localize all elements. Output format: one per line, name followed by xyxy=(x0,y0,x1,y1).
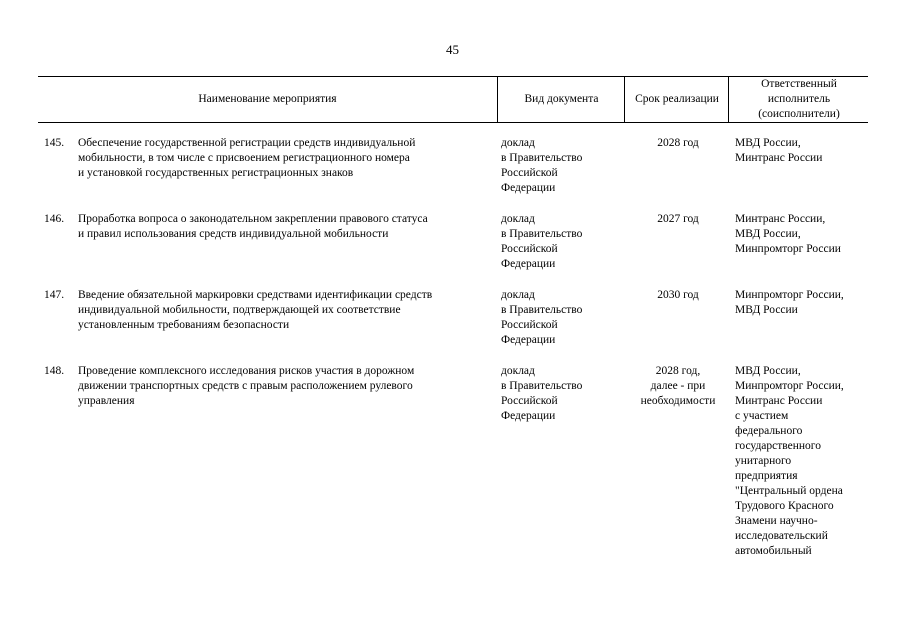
row-number: 147. xyxy=(44,289,65,301)
responsible-executor: Минтранс России, МВД России, Минпромторг России xyxy=(735,213,841,255)
document-type: доклад в Правительство Российской Федерации xyxy=(501,289,583,346)
table-row xyxy=(38,288,868,351)
table-row xyxy=(38,364,868,562)
document-type: доклад в Правительство Российской Федерации xyxy=(501,365,583,422)
implementation-term: 2028 год, далее - при необходимости xyxy=(640,365,716,407)
measure-name: Обеспечение государственной регистрации средств индивидуальной мобильности, в том числе с присвоением регистрационного номера и установкой государственных регистрационных знаков xyxy=(78,137,416,179)
header-name: Наименование мероприятия xyxy=(198,93,337,105)
header-executor: Ответственный исполнитель (соисполнители) xyxy=(728,77,869,122)
measure-name: Проработка вопроса о законодательном закреплении правового статуса и правил использования средств индивидуальной мобильности xyxy=(78,213,428,240)
row-number: 146. xyxy=(44,213,65,225)
measure-name: Введение обязательной маркировки средствами идентификации средств индивидуальной мобильности, подтверждающей их соответствие установленным требованиям безопасности xyxy=(78,289,433,331)
responsible-executor: МВД России, Минтранс России xyxy=(735,137,823,164)
table-row xyxy=(38,136,868,199)
header-doc-type: Вид документа xyxy=(497,77,625,122)
row-number: 148. xyxy=(44,365,65,377)
implementation-term: 2028 год xyxy=(657,137,699,149)
responsible-executor: Минпромторг России, МВД России xyxy=(735,289,844,316)
row-number: 145. xyxy=(44,137,65,149)
implementation-term: 2027 год xyxy=(657,213,699,225)
measure-name: Проведение комплексного исследования рисков участия в дорожном движении транспортных средств с правым расположением рулевого управления xyxy=(78,365,415,407)
table-body xyxy=(38,136,868,562)
table-header xyxy=(38,76,868,123)
page-number: 45 xyxy=(446,42,459,57)
measures-table xyxy=(38,76,868,562)
header-term: Срок реализации xyxy=(624,77,729,122)
responsible-executor: МВД России, Минпромторг России, Минтранс России с участием федерального государственного унитарного предприятия "Центральный ордена Трудового Красного Знамени научно- исследовательский автомобильный xyxy=(735,365,844,557)
document-type: доклад в Правительство Российской Федерации xyxy=(501,137,583,194)
document-type: доклад в Правительство Российской Федерации xyxy=(501,213,583,270)
table-row xyxy=(38,212,868,275)
implementation-term: 2030 год xyxy=(657,289,699,301)
